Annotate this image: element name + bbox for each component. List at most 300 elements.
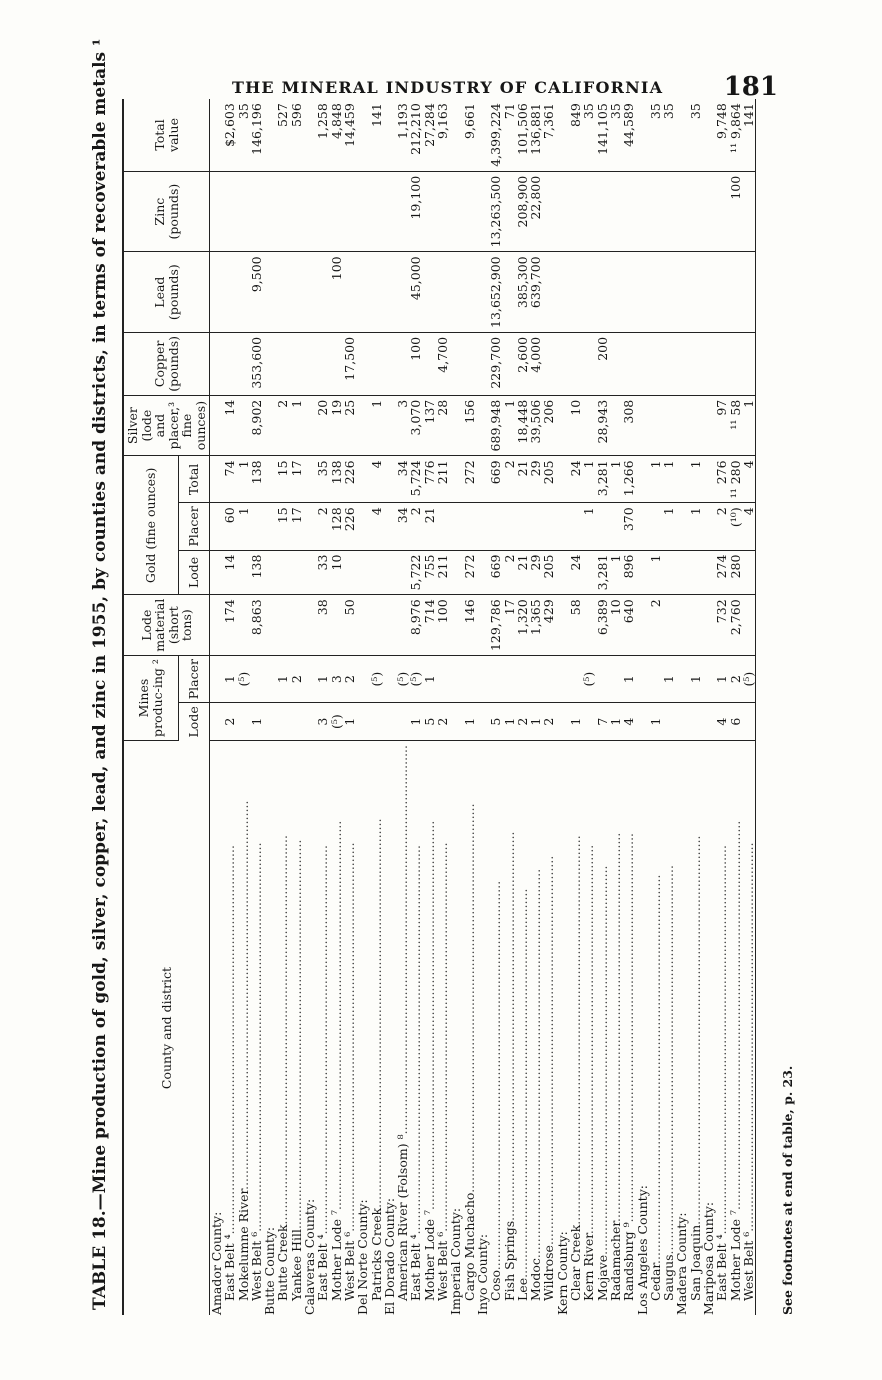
cell-ml: 2 bbox=[436, 703, 449, 741]
cell-sv: 1 bbox=[742, 395, 756, 456]
cell-tv: 1,258 bbox=[316, 99, 329, 171]
cell-gp bbox=[503, 503, 516, 550]
cell-sv: 18,448 bbox=[516, 395, 529, 456]
cell-lm: 146 bbox=[463, 595, 476, 656]
cell-tv: 14,459 bbox=[343, 99, 356, 171]
cell-ml bbox=[303, 703, 316, 741]
cell-pb bbox=[303, 252, 316, 333]
cell-gt: 138 bbox=[330, 456, 343, 503]
dot-leader: .................................................................................................. bbox=[607, 832, 623, 1223]
row-name: Wildrose bbox=[541, 1245, 557, 1301]
cell-cu bbox=[210, 332, 224, 395]
row-name: Mother Lode ⁷ bbox=[727, 1210, 743, 1301]
cell-mp bbox=[463, 656, 476, 703]
cell-cu bbox=[742, 332, 756, 395]
cell-lm: 429 bbox=[542, 595, 555, 656]
cell-tv: 9,748 bbox=[715, 99, 728, 171]
cell-tv: 27,284 bbox=[423, 99, 436, 171]
cell-sv bbox=[476, 395, 489, 456]
cell-gl: 896 bbox=[622, 550, 635, 595]
row-name: Kern County: bbox=[554, 1231, 570, 1315]
cell-ml: (⁵) bbox=[330, 703, 343, 741]
row-name-cell bbox=[729, 741, 742, 1316]
cell-sv: 206 bbox=[542, 395, 555, 456]
row-name-cell bbox=[303, 741, 316, 1316]
dot-leader: .................................................................................................. bbox=[461, 803, 477, 1193]
table-body bbox=[210, 99, 756, 1315]
col-copper: Copper (pounds) bbox=[123, 332, 210, 395]
row-name: Cargo Muchacho bbox=[461, 1192, 477, 1301]
cell-mp: (⁵) bbox=[742, 656, 756, 703]
district-row bbox=[569, 99, 582, 1315]
cell-tv: 1,193 bbox=[396, 99, 409, 171]
cell-sv: 28,943 bbox=[596, 395, 609, 456]
cell-cu bbox=[316, 332, 329, 395]
col-gold-total: Total bbox=[178, 456, 209, 503]
cell-gp bbox=[210, 503, 224, 550]
cell-gp: 15 bbox=[276, 503, 289, 550]
row-name-cell bbox=[370, 741, 383, 1316]
cell-lm bbox=[303, 595, 316, 656]
dot-leader: .................................................................................................. bbox=[621, 832, 637, 1223]
cell-tv bbox=[303, 99, 316, 171]
cell-gl: 272 bbox=[463, 550, 476, 595]
cell-mp: 2 bbox=[729, 656, 742, 703]
cell-sv bbox=[675, 395, 688, 456]
cell-mp bbox=[609, 656, 622, 703]
cell-lm: 100 bbox=[436, 595, 449, 656]
row-name-cell bbox=[237, 741, 250, 1316]
cell-cu bbox=[556, 332, 569, 395]
cell-tv: 141,105 bbox=[596, 99, 609, 171]
row-name-cell bbox=[316, 741, 329, 1316]
cell-tv bbox=[449, 99, 462, 171]
cell-ml: 1 bbox=[343, 703, 356, 741]
cell-zn bbox=[675, 171, 688, 252]
cell-pb bbox=[662, 252, 675, 333]
cell-sv bbox=[303, 395, 316, 456]
cell-gp bbox=[542, 503, 555, 550]
cell-lm bbox=[330, 595, 343, 656]
district-row bbox=[596, 99, 609, 1315]
cell-tv: 101,506 bbox=[516, 99, 529, 171]
row-name: Saugus bbox=[661, 1254, 677, 1301]
cell-pb bbox=[715, 252, 728, 333]
cell-gl bbox=[276, 550, 289, 595]
cell-lm bbox=[276, 595, 289, 656]
cell-gt bbox=[383, 456, 396, 503]
cell-gl: 29 bbox=[529, 550, 542, 595]
cell-pb bbox=[582, 252, 595, 333]
row-name-cell bbox=[409, 741, 422, 1316]
production-table bbox=[122, 99, 756, 1315]
cell-lm: 58 bbox=[569, 595, 582, 656]
cell-sv bbox=[636, 395, 649, 456]
cell-sv: 689,948 bbox=[489, 395, 502, 456]
cell-cu bbox=[622, 332, 635, 395]
district-row bbox=[237, 99, 250, 1315]
row-name-cell bbox=[449, 741, 462, 1316]
row-name: Clear Creek bbox=[568, 1224, 584, 1301]
cell-lm: 8,976 bbox=[409, 595, 422, 656]
dot-leader: .................................................................................................. bbox=[661, 865, 677, 1255]
row-name-cell bbox=[529, 741, 542, 1316]
cell-gl: 14 bbox=[223, 550, 236, 595]
row-name-cell bbox=[503, 741, 516, 1316]
cell-gp: 2 bbox=[316, 503, 329, 550]
cell-pb: 639,700 bbox=[529, 252, 542, 333]
dot-leader: .................................................................................................. bbox=[421, 820, 437, 1211]
cell-cu: 229,700 bbox=[489, 332, 502, 395]
col-mines-lode: Lode bbox=[178, 703, 209, 741]
cell-tv: 35 bbox=[689, 99, 702, 171]
dot-leader: .................................................................................................. bbox=[275, 835, 291, 1225]
cell-gt: 1 bbox=[582, 456, 595, 503]
cell-ml: 1 bbox=[503, 703, 516, 741]
cell-gp bbox=[250, 503, 263, 550]
cell-ml: 1 bbox=[409, 703, 422, 741]
cell-gt: 1 bbox=[237, 456, 250, 503]
cell-mp: 1 bbox=[715, 656, 728, 703]
cell-gp: 370 bbox=[622, 503, 635, 550]
cell-cu: 200 bbox=[596, 332, 609, 395]
cell-lm bbox=[396, 595, 409, 656]
cell-gp bbox=[556, 503, 569, 550]
cell-mp bbox=[476, 656, 489, 703]
row-name-cell bbox=[582, 741, 595, 1316]
page-number: 181 bbox=[723, 72, 778, 102]
cell-pb bbox=[316, 252, 329, 333]
cell-sv: 8,902 bbox=[250, 395, 263, 456]
cell-pb: 100 bbox=[330, 252, 343, 333]
cell-ml: 4 bbox=[622, 703, 635, 741]
cell-ml bbox=[396, 703, 409, 741]
dot-leader: .................................................................................................. bbox=[395, 745, 411, 1135]
county-row bbox=[263, 99, 276, 1315]
cell-zn bbox=[343, 171, 356, 252]
cell-mp bbox=[436, 656, 449, 703]
cell-ml: 3 bbox=[316, 703, 329, 741]
cell-gt bbox=[476, 456, 489, 503]
dot-leader: .................................................................................................. bbox=[248, 842, 264, 1232]
district-row bbox=[343, 99, 356, 1315]
dot-leader: .................................................................................................. bbox=[740, 842, 756, 1232]
district-row bbox=[516, 99, 529, 1315]
cell-gl bbox=[662, 550, 675, 595]
cell-gt bbox=[210, 456, 224, 503]
cell-zn bbox=[556, 171, 569, 252]
cell-gt: 29 bbox=[529, 456, 542, 503]
cell-ml: 1 bbox=[609, 703, 622, 741]
cell-tv: 9,661 bbox=[463, 99, 476, 171]
cell-cu bbox=[476, 332, 489, 395]
cell-sv bbox=[449, 395, 462, 456]
cell-gp bbox=[569, 503, 582, 550]
row-name-cell bbox=[556, 741, 569, 1316]
dot-leader: .................................................................................................. bbox=[594, 865, 610, 1255]
cell-sv: 1 bbox=[370, 395, 383, 456]
col-mines: Mines produc-ing ² bbox=[123, 656, 178, 741]
cell-tv: 9,163 bbox=[436, 99, 449, 171]
row-name: Amador County: bbox=[209, 1211, 224, 1315]
cell-lm bbox=[356, 595, 369, 656]
cell-gl bbox=[343, 550, 356, 595]
row-name: Mokelumne River bbox=[235, 1189, 251, 1301]
cell-cu bbox=[649, 332, 662, 395]
cell-ml bbox=[476, 703, 489, 741]
cell-zn bbox=[263, 171, 276, 252]
cell-gp bbox=[675, 503, 688, 550]
cell-gl: 755 bbox=[423, 550, 436, 595]
cell-zn: 100 bbox=[729, 171, 742, 252]
cell-gl bbox=[636, 550, 649, 595]
cell-mp: 3 bbox=[330, 656, 343, 703]
cell-zn bbox=[449, 171, 462, 252]
cell-cu bbox=[237, 332, 250, 395]
district-row bbox=[622, 99, 635, 1315]
cell-gt: 205 bbox=[542, 456, 555, 503]
dot-leader: .................................................................................................. bbox=[727, 820, 743, 1211]
col-zinc: Zinc (pounds) bbox=[123, 171, 210, 252]
cell-pb bbox=[636, 252, 649, 333]
cell-gt: 34 bbox=[396, 456, 409, 503]
col-lode-material: Lode material (short tons) bbox=[123, 595, 210, 656]
cell-zn bbox=[649, 171, 662, 252]
cell-cu bbox=[542, 332, 555, 395]
cell-sv: 39,506 bbox=[529, 395, 542, 456]
cell-zn bbox=[223, 171, 236, 252]
cell-pb bbox=[569, 252, 582, 333]
dot-leader: .................................................................................................. bbox=[647, 874, 663, 1264]
district-row bbox=[290, 99, 303, 1315]
cell-sv: 97 bbox=[715, 395, 728, 456]
cell-mp bbox=[569, 656, 582, 703]
cell-mp bbox=[449, 656, 462, 703]
row-name-cell bbox=[662, 741, 675, 1316]
cell-gt: 226 bbox=[343, 456, 356, 503]
cell-tv bbox=[556, 99, 569, 171]
cell-pb bbox=[423, 252, 436, 333]
cell-tv: 35 bbox=[237, 99, 250, 171]
cell-cu bbox=[449, 332, 462, 395]
district-row bbox=[582, 99, 595, 1315]
cell-gl bbox=[742, 550, 756, 595]
cell-gt: 24 bbox=[569, 456, 582, 503]
cell-mp: 1 bbox=[423, 656, 436, 703]
cell-ml bbox=[449, 703, 462, 741]
cell-mp bbox=[356, 656, 369, 703]
col-county: County and district bbox=[123, 741, 210, 1316]
district-row bbox=[223, 99, 236, 1315]
cell-gp bbox=[516, 503, 529, 550]
row-name: El Dorado County: bbox=[381, 1197, 397, 1315]
row-name: Del Norte County: bbox=[355, 1199, 371, 1315]
district-row bbox=[370, 99, 383, 1315]
cell-cu bbox=[423, 332, 436, 395]
cell-tv: 35 bbox=[649, 99, 662, 171]
row-name-cell bbox=[516, 741, 529, 1316]
cell-cu bbox=[303, 332, 316, 395]
cell-zn bbox=[396, 171, 409, 252]
cell-mp bbox=[542, 656, 555, 703]
cell-gl bbox=[370, 550, 383, 595]
cell-cu bbox=[263, 332, 276, 395]
cell-pb bbox=[675, 252, 688, 333]
row-name: West Belt ⁶ bbox=[435, 1231, 451, 1301]
cell-pb bbox=[742, 252, 756, 333]
cell-lm: 174 bbox=[223, 595, 236, 656]
cell-lm bbox=[290, 595, 303, 656]
cell-zn bbox=[662, 171, 675, 252]
cell-lm: 1,365 bbox=[529, 595, 542, 656]
cell-tv bbox=[702, 99, 715, 171]
dot-leader: .................................................................................................. bbox=[528, 868, 544, 1259]
row-name-cell bbox=[290, 741, 303, 1316]
dot-leader: .................................................................................................. bbox=[341, 842, 357, 1232]
cell-gp bbox=[356, 503, 369, 550]
row-name: Patricks Creek bbox=[368, 1207, 384, 1301]
cell-tv bbox=[636, 99, 649, 171]
row-name-cell bbox=[396, 741, 409, 1316]
row-name-cell bbox=[383, 741, 396, 1316]
county-row bbox=[636, 99, 649, 1315]
cell-cu bbox=[290, 332, 303, 395]
cell-ml bbox=[742, 703, 756, 741]
cell-gl: 669 bbox=[489, 550, 502, 595]
cell-gt: 211 bbox=[436, 456, 449, 503]
cell-cu bbox=[356, 332, 369, 395]
cell-lm bbox=[237, 595, 250, 656]
cell-zn bbox=[250, 171, 263, 252]
dot-leader: .................................................................................................. bbox=[714, 845, 730, 1235]
cell-gp: 2 bbox=[715, 503, 728, 550]
cell-mp: (⁵) bbox=[409, 656, 422, 703]
cell-tv: 141 bbox=[742, 99, 756, 171]
cell-gp bbox=[529, 503, 542, 550]
cell-gl: 1 bbox=[609, 550, 622, 595]
cell-tv: 4,848 bbox=[330, 99, 343, 171]
table-wrapper bbox=[122, 103, 756, 1315]
cell-gl bbox=[702, 550, 715, 595]
cell-sv bbox=[210, 395, 224, 456]
cell-cu bbox=[569, 332, 582, 395]
cell-gt: 21 bbox=[516, 456, 529, 503]
district-row bbox=[409, 99, 422, 1315]
cell-lm bbox=[449, 595, 462, 656]
cell-zn bbox=[303, 171, 316, 252]
county-row bbox=[675, 99, 688, 1315]
cell-mp: 1 bbox=[223, 656, 236, 703]
cell-cu bbox=[383, 332, 396, 395]
cell-lm bbox=[383, 595, 396, 656]
cell-gl bbox=[290, 550, 303, 595]
cell-gt: 669 bbox=[489, 456, 502, 503]
cell-pb bbox=[596, 252, 609, 333]
cell-sv: 137 bbox=[423, 395, 436, 456]
row-name: West Belt ⁶ bbox=[740, 1231, 756, 1301]
cell-zn bbox=[742, 171, 756, 252]
cell-sv bbox=[582, 395, 595, 456]
row-name: Butte County: bbox=[262, 1226, 278, 1315]
cell-gt: 3,281 bbox=[596, 456, 609, 503]
cell-pb bbox=[276, 252, 289, 333]
cell-gp: 2 bbox=[409, 503, 422, 550]
county-row bbox=[556, 99, 569, 1315]
cell-cu bbox=[396, 332, 409, 395]
district-row bbox=[609, 99, 622, 1315]
cell-gl bbox=[263, 550, 276, 595]
dot-leader: .................................................................................................. bbox=[541, 855, 557, 1246]
cell-tv: 35 bbox=[582, 99, 595, 171]
cell-zn bbox=[356, 171, 369, 252]
cell-mp: (⁵) bbox=[582, 656, 595, 703]
row-name-cell bbox=[463, 741, 476, 1316]
row-name-cell bbox=[423, 741, 436, 1316]
cell-zn bbox=[436, 171, 449, 252]
cell-cu: 100 bbox=[409, 332, 422, 395]
cell-gt bbox=[303, 456, 316, 503]
cell-sv: 308 bbox=[622, 395, 635, 456]
cell-zn bbox=[383, 171, 396, 252]
cell-gt: 1 bbox=[689, 456, 702, 503]
cell-gp bbox=[463, 503, 476, 550]
cell-gt: 1,266 bbox=[622, 456, 635, 503]
cell-gl bbox=[237, 550, 250, 595]
cell-sv: 156 bbox=[463, 395, 476, 456]
cell-cu bbox=[702, 332, 715, 395]
cell-gt bbox=[556, 456, 569, 503]
cell-pb bbox=[237, 252, 250, 333]
cell-ml bbox=[263, 703, 276, 741]
cell-gt: 1 bbox=[609, 456, 622, 503]
cell-gl: 21 bbox=[516, 550, 529, 595]
cell-gt: 15 bbox=[276, 456, 289, 503]
row-name-cell bbox=[715, 741, 728, 1316]
cell-mp bbox=[489, 656, 502, 703]
cell-pb bbox=[290, 252, 303, 333]
cell-gl: 205 bbox=[542, 550, 555, 595]
cell-lm: 129,786 bbox=[489, 595, 502, 656]
cell-gt: 5,724 bbox=[409, 456, 422, 503]
cell-mp: (⁵) bbox=[396, 656, 409, 703]
cell-tv bbox=[210, 99, 224, 171]
cell-tv: 136,881 bbox=[529, 99, 542, 171]
cell-pb bbox=[542, 252, 555, 333]
cell-mp bbox=[636, 656, 649, 703]
cell-gp: 60 bbox=[223, 503, 236, 550]
cell-tv: ¹¹ 9,864 bbox=[729, 99, 742, 171]
cell-tv: 35 bbox=[609, 99, 622, 171]
dot-leader: .................................................................................................. bbox=[501, 831, 517, 1221]
county-row bbox=[383, 99, 396, 1315]
cell-zn bbox=[210, 171, 224, 252]
cell-zn: 22,800 bbox=[529, 171, 542, 252]
district-row bbox=[276, 99, 289, 1315]
row-name: San Joaquin bbox=[687, 1224, 703, 1301]
cell-sv: 28 bbox=[436, 395, 449, 456]
cell-gl: 138 bbox=[250, 550, 263, 595]
cell-pb bbox=[356, 252, 369, 333]
cell-lm bbox=[636, 595, 649, 656]
cell-cu bbox=[582, 332, 595, 395]
cell-lm bbox=[689, 595, 702, 656]
cell-sv bbox=[356, 395, 369, 456]
cell-pb bbox=[210, 252, 224, 333]
cell-gt bbox=[702, 456, 715, 503]
cell-ml bbox=[702, 703, 715, 741]
row-name-cell bbox=[689, 741, 702, 1316]
cell-ml bbox=[356, 703, 369, 741]
